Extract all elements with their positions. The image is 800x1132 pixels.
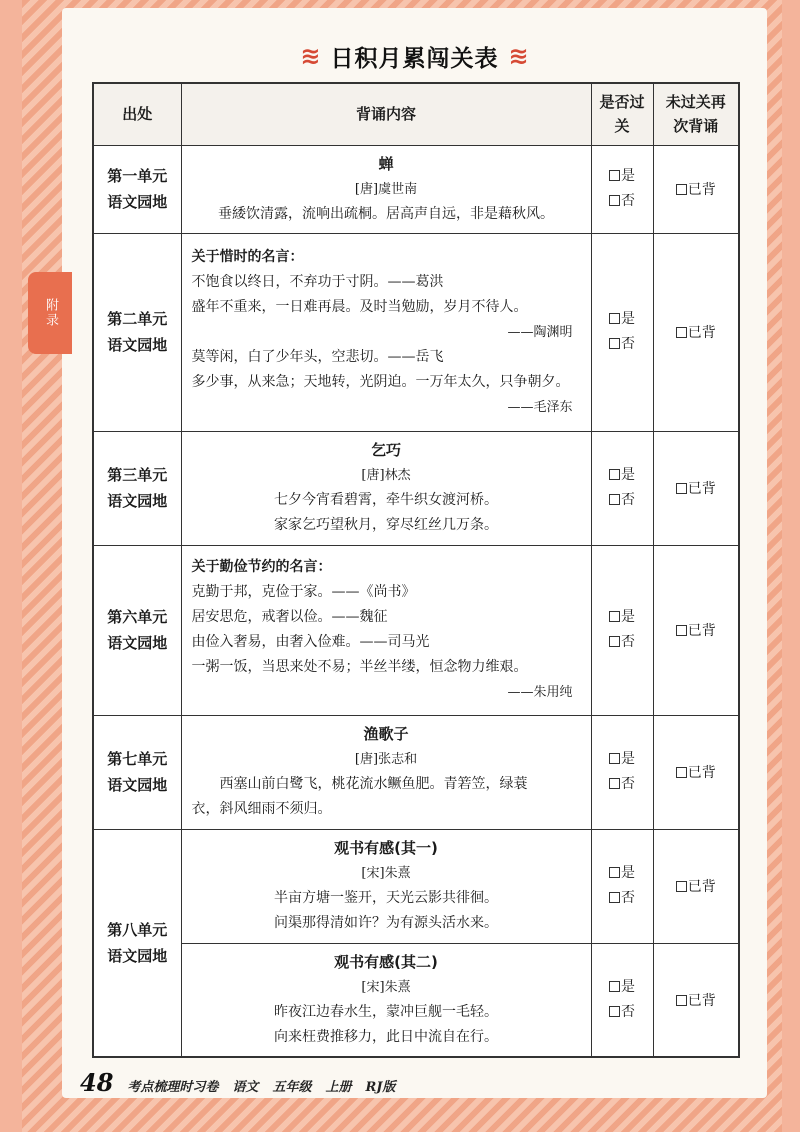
poem-line: 七夕今宵看碧霄，牵牛织女渡河桥。 — [274, 492, 498, 508]
pass-cell — [591, 145, 653, 233]
footer-book-title: 考点梳理时习卷 — [127, 1080, 219, 1095]
again-cell — [653, 431, 739, 545]
row-source: 第三单元语文园地 — [93, 431, 181, 545]
recited-option[interactable]: 已背 — [676, 623, 716, 639]
quote-line: 不饱食以终日，不弃功于寸阴。——葛洪 — [191, 273, 444, 290]
pass-cell — [591, 943, 653, 1057]
recited-option[interactable]: 已背 — [676, 993, 716, 1009]
table-row — [93, 145, 739, 233]
again-cell — [653, 943, 739, 1057]
quote-line: 由俭入奢易，由奢入俭难。——司马光 — [191, 634, 430, 650]
header-again: 未过关再次背诵 — [653, 83, 739, 145]
recited-option[interactable]: 已背 — [676, 325, 716, 341]
row-content — [181, 545, 591, 715]
checkbox-icon[interactable] — [609, 753, 620, 764]
again-cell — [653, 715, 739, 829]
checkbox-icon[interactable] — [609, 469, 620, 480]
quote-attribution: ——毛泽东 — [507, 399, 573, 415]
again-cell — [653, 145, 739, 233]
checkbox-icon[interactable] — [609, 867, 620, 878]
quote-line: 一粥一饭，当思来处不易；半丝半缕，恒念物力维艰。 — [191, 659, 528, 675]
recited-option[interactable]: 已背 — [676, 182, 716, 198]
recited-option[interactable]: 已背 — [676, 765, 716, 781]
quote-attribution: ——朱用纯 — [507, 685, 573, 700]
footer-edition: RJ版 — [365, 1080, 396, 1095]
quote-line: 多少事，从来急；天地转，光阴迫。一万年太久，只争朝夕。 — [191, 373, 570, 390]
recited-option[interactable]: 已背 — [676, 879, 716, 895]
pass-yes-option[interactable]: 是 — [592, 463, 653, 488]
appendix-tab-label: 附录 — [43, 298, 58, 328]
quote-heading: 关于勤俭节约的名言： — [191, 559, 332, 575]
table-header-row — [93, 83, 739, 145]
pass-cell — [591, 233, 653, 431]
pass-yes-option[interactable]: 是 — [592, 307, 653, 332]
pass-cell — [591, 829, 653, 943]
pass-no-option[interactable]: 否 — [592, 1000, 653, 1025]
checkbox-icon[interactable] — [609, 170, 620, 181]
poem-line: 半亩方塘一鉴开，天光云影共徘徊。 — [274, 890, 498, 906]
quote-line: 克勤于邦，克俭于家。——《尚书》 — [191, 584, 416, 600]
pass-no-option[interactable]: 否 — [592, 332, 653, 357]
row-content — [181, 715, 591, 829]
poem-line: 家家乞巧望秋月，穿尽红丝几万条。 — [274, 517, 498, 533]
checkbox-icon[interactable] — [609, 892, 620, 903]
pass-yes-option[interactable]: 是 — [592, 747, 653, 772]
table-row — [93, 943, 739, 1057]
poem-author: [唐]张志和 — [354, 752, 418, 767]
wave-left-icon: ≋ — [300, 42, 321, 70]
poem-author: [唐]林杰 — [361, 468, 411, 483]
checkbox-icon[interactable] — [609, 313, 620, 324]
row-content — [181, 145, 591, 233]
again-cell — [653, 545, 739, 715]
table-row — [93, 715, 739, 829]
poem-author: [宋]朱熹 — [361, 866, 411, 881]
checkbox-icon[interactable] — [676, 327, 687, 338]
checkbox-icon[interactable] — [676, 184, 687, 195]
quote-line: 莫等闲，白了少年头，空悲切。——岳飞 — [191, 348, 444, 365]
header-pass: 是否过关 — [591, 83, 653, 145]
again-cell — [653, 829, 739, 943]
footer-subject: 语文 — [232, 1080, 259, 1095]
row-source: 第六单元语文园地 — [93, 545, 181, 715]
poem-line: 垂緌饮清露，流响出疏桐。居高声自远，非是藉秋风。 — [218, 205, 554, 222]
checkbox-icon[interactable] — [676, 995, 687, 1006]
checkbox-icon[interactable] — [609, 195, 620, 206]
checkbox-icon[interactable] — [609, 611, 620, 622]
quote-attribution: ——陶渊明 — [507, 324, 573, 340]
pass-no-option[interactable]: 否 — [592, 886, 653, 911]
poem-line: 昨夜江边春水生，蒙冲巨舰一毛轻。 — [274, 1003, 498, 1020]
header-content: 背诵内容 — [181, 83, 591, 145]
poem-title: 蝉 — [378, 154, 394, 173]
checkbox-icon[interactable] — [609, 981, 620, 992]
page-title-row — [62, 38, 767, 74]
row-source: 第二单元语文园地 — [93, 233, 181, 431]
pass-cell — [591, 715, 653, 829]
row-source: 第八单元语文园地 — [93, 829, 181, 1057]
row-content — [181, 431, 591, 545]
footer-grade: 五年级 — [272, 1080, 312, 1095]
checkbox-icon[interactable] — [609, 636, 620, 647]
quote-line: 盛年不重来，一日难再晨。及时当勉励，岁月不待人。 — [191, 298, 528, 315]
appendix-side-tab — [28, 272, 72, 354]
pass-cell — [591, 431, 653, 545]
checkbox-icon[interactable] — [676, 625, 687, 636]
pass-no-option[interactable]: 否 — [592, 772, 653, 797]
row-content — [181, 943, 591, 1057]
recitation-table — [92, 82, 740, 1058]
poem-author: [宋]朱熹 — [361, 979, 411, 995]
checkbox-icon[interactable] — [609, 494, 620, 505]
poem-title: 观书有感(其一) — [334, 839, 438, 857]
header-source: 出处 — [93, 83, 181, 145]
checkbox-icon[interactable] — [676, 881, 687, 892]
quote-heading: 关于惜时的名言： — [191, 248, 304, 265]
checkbox-icon[interactable] — [609, 778, 620, 789]
again-cell — [653, 233, 739, 431]
poem-line: 衣，斜风细雨不须归。 — [191, 801, 332, 817]
footer-volume: 上册 — [325, 1080, 352, 1095]
pass-no-option[interactable]: 否 — [592, 488, 653, 513]
quote-line: 居安思危，戒奢以俭。——魏征 — [191, 609, 388, 625]
row-source: 第七单元语文园地 — [93, 715, 181, 829]
poem-line: 西塞山前白鹭飞，桃花流水鳜鱼肥。青箬笠，绿蓑 — [219, 776, 528, 792]
pass-cell — [591, 545, 653, 715]
page-number: 48 — [80, 1068, 114, 1097]
row-content — [181, 233, 591, 431]
checkbox-icon[interactable] — [609, 1006, 620, 1017]
pass-yes-option[interactable]: 是 — [592, 975, 653, 1000]
page-title: 日积月累闯关表 — [330, 45, 499, 72]
checkbox-icon[interactable] — [676, 767, 687, 778]
pass-no-option[interactable]: 否 — [592, 630, 653, 655]
checkbox-icon[interactable] — [676, 483, 687, 494]
wave-right-icon: ≋ — [508, 42, 529, 70]
table-row — [93, 545, 739, 715]
pass-yes-option[interactable]: 是 — [592, 605, 653, 630]
poem-author: [唐]虞世南 — [354, 181, 418, 197]
poem-title: 乞巧 — [370, 441, 401, 459]
poem-line: 问渠那得清如许？为有源头活水来。 — [274, 915, 498, 931]
poem-title: 观书有感(其二) — [334, 952, 438, 971]
row-content — [181, 829, 591, 943]
table-row — [93, 829, 739, 943]
pass-no-option[interactable]: 否 — [592, 189, 653, 214]
page-footer — [80, 1068, 680, 1096]
pass-yes-option[interactable]: 是 — [592, 861, 653, 886]
recited-option[interactable]: 已背 — [676, 481, 716, 497]
table-row — [93, 233, 739, 431]
table-row — [93, 431, 739, 545]
poem-line: 向来枉费推移力，此日中流自在行。 — [274, 1028, 498, 1045]
row-source: 第一单元语文园地 — [93, 145, 181, 233]
poem-title: 渔歌子 — [363, 725, 409, 743]
pass-yes-option[interactable]: 是 — [592, 164, 653, 189]
checkbox-icon[interactable] — [609, 338, 620, 349]
